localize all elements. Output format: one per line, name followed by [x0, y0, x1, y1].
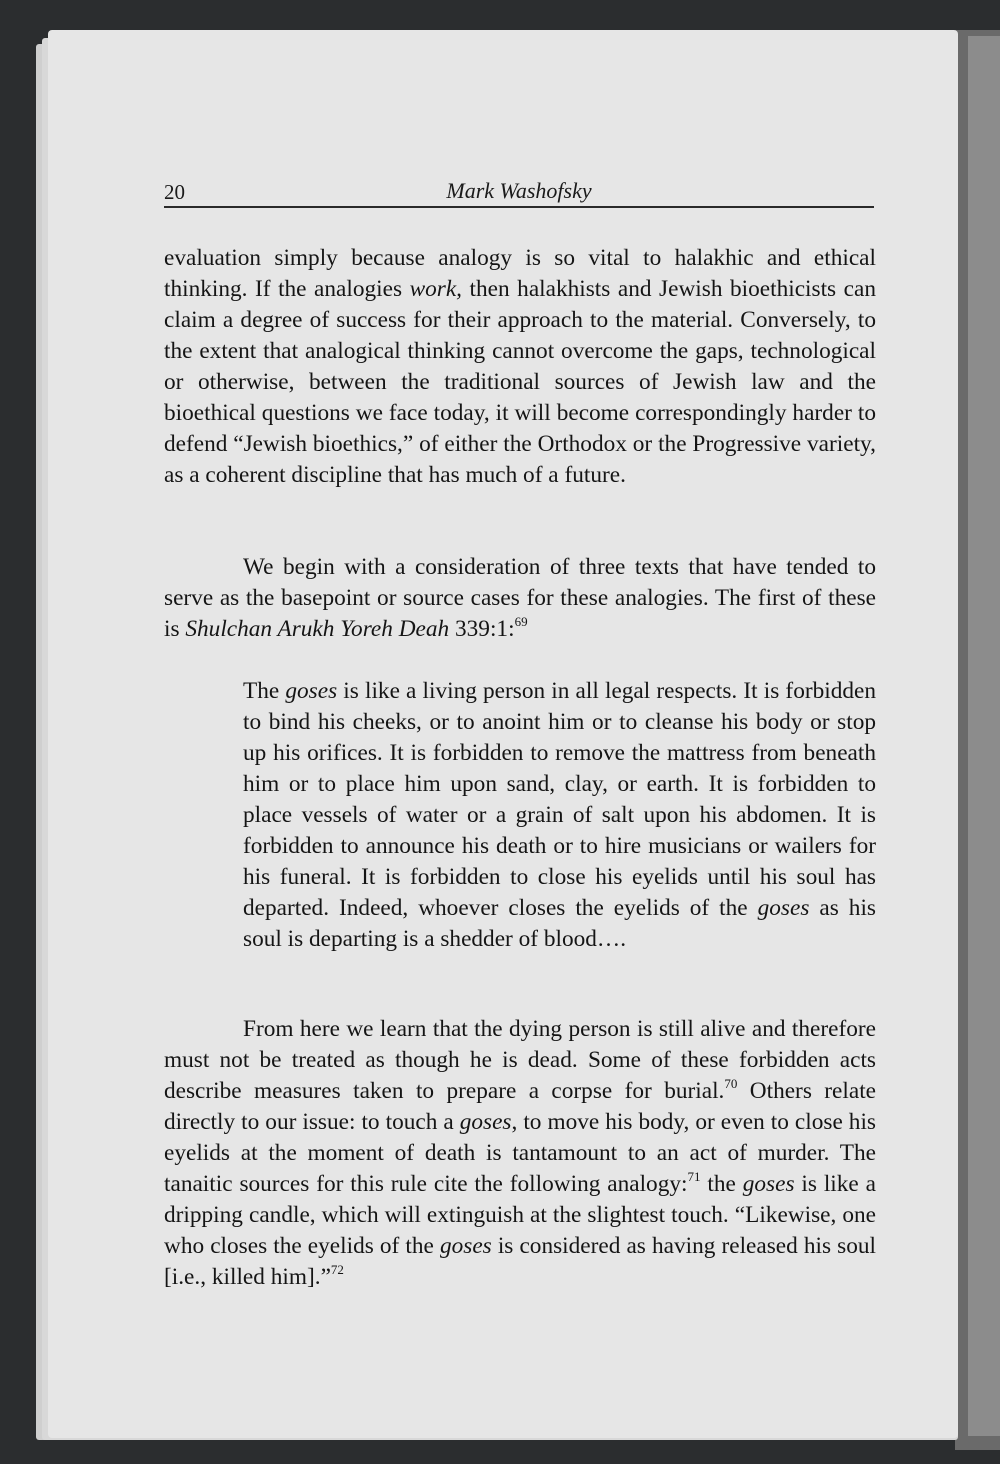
running-header: [164, 178, 874, 208]
p3-goses-2: goses: [742, 1171, 795, 1197]
quote-goses-2: goses: [757, 895, 810, 921]
block-quote: [243, 676, 876, 955]
p3-goses-3: goses: [439, 1233, 492, 1259]
p1-italic-work: work,: [409, 276, 462, 302]
paragraph-1: [164, 243, 876, 491]
p2-source-title: Shulchan Arukh Yoreh Deah: [185, 616, 450, 642]
p1-text-a: evaluation simply because analogy is so vital to halakhic and ethical thinking. If the analogies: [164, 245, 876, 302]
p2-text-a: We begin with a consideration of three texts that have tended to serve as the basepoint or source cases for these analogies. The first of these is: [164, 554, 876, 642]
quote-text-c: as his soul is departing is a shedder of blood….: [243, 895, 876, 952]
quote-goses-1: goses: [285, 678, 338, 704]
p3-text-d: the: [700, 1171, 743, 1197]
p2-text-b: 339:1:: [449, 616, 515, 642]
p3-text-b: Others relate directly to our issue: to touch a: [164, 1078, 877, 1135]
paragraph-2: [164, 552, 876, 645]
quote-text-b: is like a living person in all legal respects. It is forbidden to bind his cheeks, or to anoint him or to cleanse his body or stop up his orifices. It is forbidden to remove the mattress from beneath him or to place him upon sand, clay, or earth. It is forbidden to place vessels of water or a grain of salt upon his abdomen. It is forbidden to announce his death or to hire musicians or wailers for his funeral. It is forbidden to close his eyelids until his soul has departed. Indeed, whoever closes the eyelids of the: [243, 678, 877, 921]
book-edge-inner: [968, 36, 1000, 1436]
footnote-69: 69: [514, 614, 528, 629]
p1-text-b: then halakhists and Jewish bioethicists can claim a degree of success for their approach to the material. Conversely, to the extent that analogical thinking cannot overcome the gaps, technological or otherwise, between the traditional sources of Jewish law and the bioethical questions we face today, it will become correspondingly harder to defend “Jewish bioethics,” of either the Orthodox or the Progressive variety, as a coherent discipline that has much of a future.: [164, 276, 876, 488]
p3-text-f: is considered as having released his soul [i.e., killed him].”: [164, 1233, 876, 1290]
running-head-author: Mark Washofsky: [446, 178, 592, 203]
p3-text-c: , to move his body, or even to close his eyelids at the moment of death is tantamount to an act of murder. The tanaitic sources for this rule cite the following analogy:: [164, 1109, 876, 1197]
paragraph-3: [164, 1014, 876, 1293]
footnote-70: 70: [724, 1076, 738, 1091]
footnote-72: 72: [330, 1262, 344, 1277]
page-number: 20: [164, 180, 185, 204]
footnote-71: 71: [687, 1169, 701, 1184]
p3-goses-1: goses: [459, 1109, 512, 1135]
p3-text-a: From here we learn that the dying person is still alive and therefore must not be treated as though he is dead. Some of these forbidden acts describe measures taken to prepare a corpse for burial.: [164, 1016, 876, 1104]
p3-text-e: is like a dripping candle, which will extinguish at the slightest touch. “Likewise, one who closes the eyelids of the: [164, 1171, 876, 1259]
quote-text-a: The: [243, 678, 286, 704]
